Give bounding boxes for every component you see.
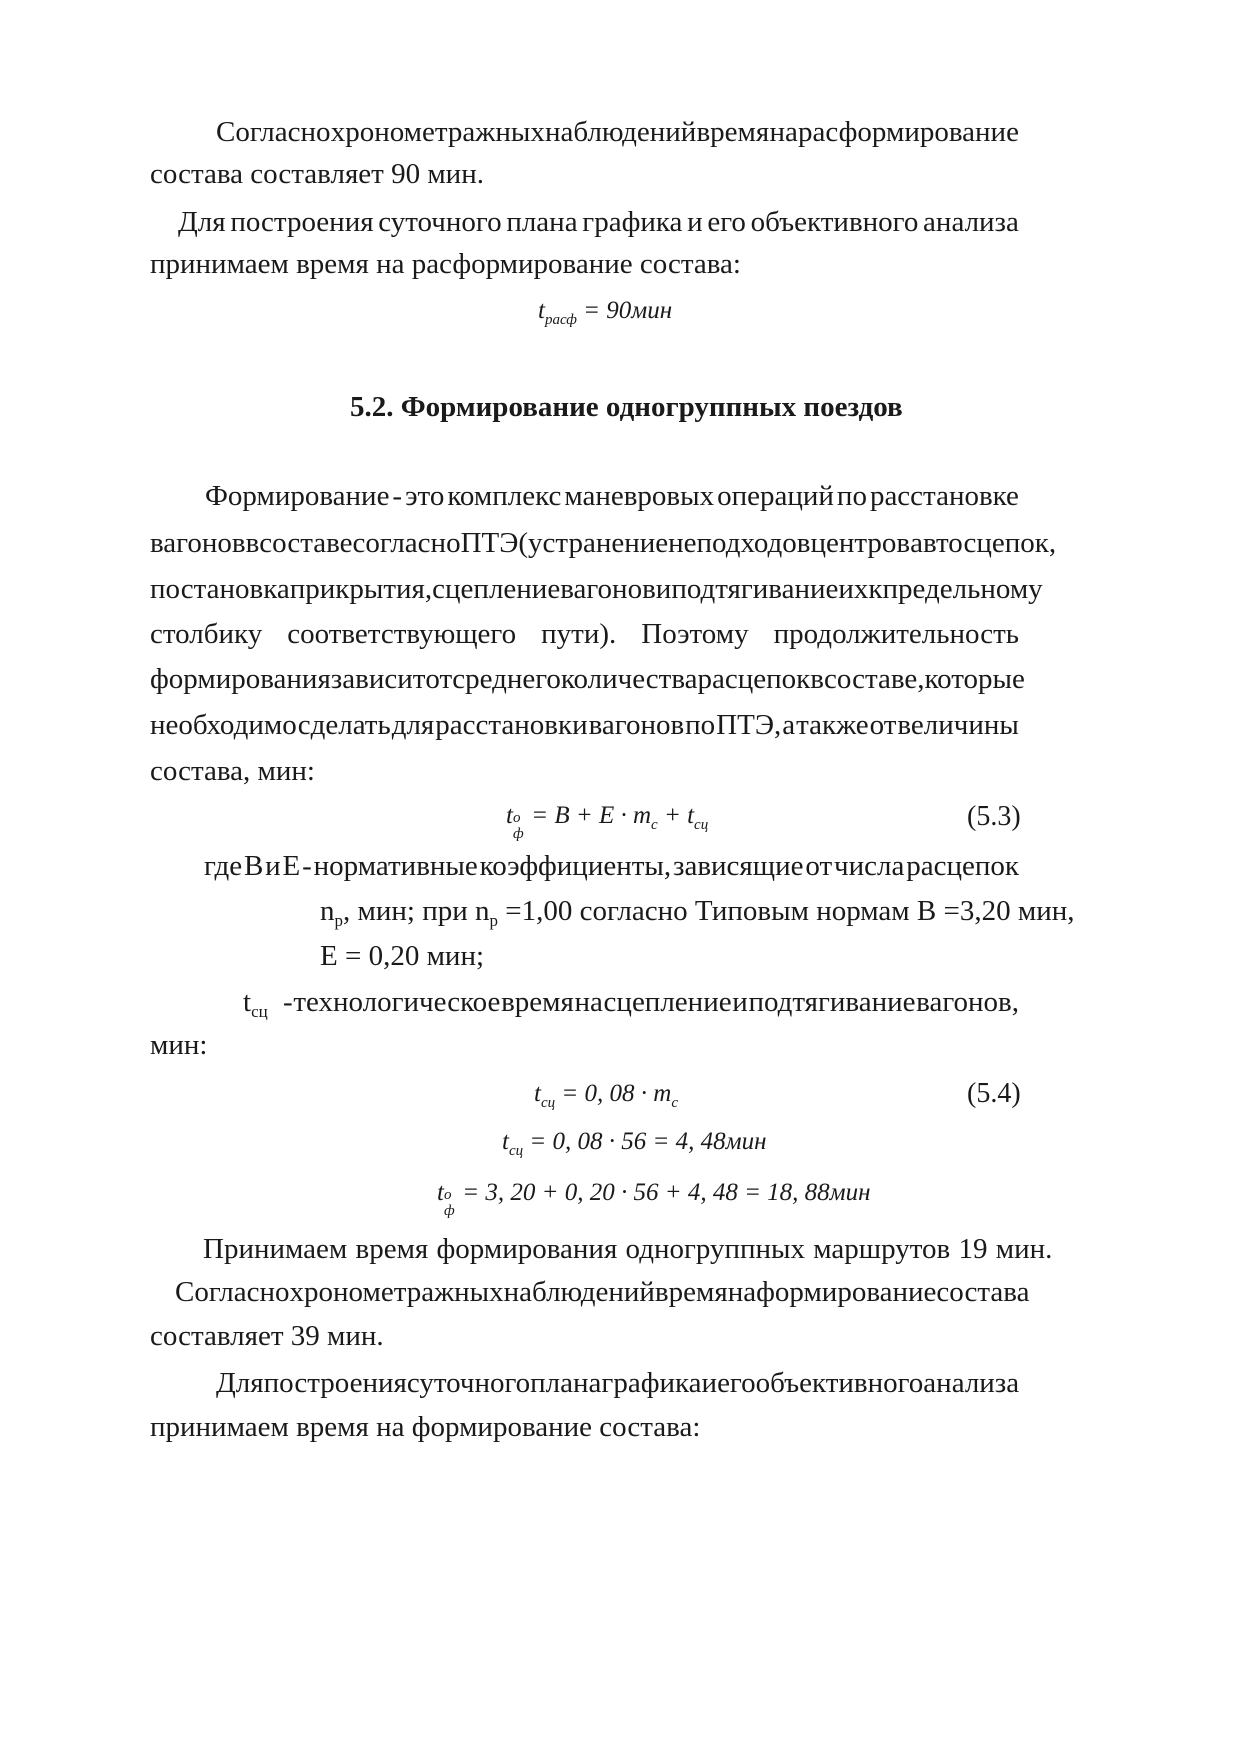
formula1-sub: расф xyxy=(544,312,577,328)
word: расцепок xyxy=(906,850,1019,882)
word: вагонов xyxy=(588,709,685,741)
word: и xyxy=(687,206,703,238)
formula1-lhs: t xyxy=(538,297,545,324)
p1-line1 xyxy=(216,118,1019,147)
word: расстановки xyxy=(435,709,588,741)
word: формирования xyxy=(150,663,331,695)
word: столбику xyxy=(150,618,263,650)
word: прикрытия, xyxy=(289,573,433,605)
word: графика xyxy=(601,1367,702,1399)
word: объективного xyxy=(755,1367,924,1399)
p3-line7: состава, мин: xyxy=(150,755,315,787)
formula-tsc-calc: $t_{сц} = 0$, 08 · 56 = 4, 48мин xyxy=(502,1128,767,1159)
word: нормативные xyxy=(313,850,478,882)
word: по xyxy=(836,480,867,512)
word: состава xyxy=(936,1276,1030,1308)
word: время xyxy=(501,986,574,1018)
word: операций xyxy=(717,480,834,512)
word: вагонов xyxy=(560,573,656,605)
word: количества xyxy=(560,663,698,695)
word: и xyxy=(701,1367,718,1399)
word: объективного xyxy=(750,206,919,238)
word: зависит xyxy=(330,663,426,695)
word: ПТЭ xyxy=(460,527,519,559)
word: составе xyxy=(259,527,353,559)
word: а xyxy=(782,709,796,741)
p3-line6 xyxy=(150,711,1019,740)
word: числа xyxy=(834,850,905,882)
formula2-rhs-sub2: сц xyxy=(694,817,709,833)
where-line2: $n_р$, мин; при $n_р =1,00$ согласно Типовым нормам В =3,20 мин, xyxy=(320,895,1075,930)
p3-line4 xyxy=(150,620,1019,649)
where-line3: Е = 0,20 мин; xyxy=(320,940,485,972)
word: - xyxy=(392,480,403,512)
p3-line1 xyxy=(205,482,1019,511)
word: среднего xyxy=(452,663,561,695)
word: по xyxy=(685,709,716,741)
word: время xyxy=(654,1276,728,1308)
formula2-t: t xyxy=(506,802,513,829)
word: на xyxy=(769,116,798,148)
word: Е xyxy=(282,850,301,882)
word: - xyxy=(283,986,293,1018)
formula2-rhs-a: = B + E · m xyxy=(531,802,652,829)
word: вагонов, xyxy=(916,986,1019,1018)
word: величины xyxy=(897,709,1019,741)
word: пути). xyxy=(541,618,617,650)
word: (устранение xyxy=(518,527,669,559)
word: его xyxy=(707,206,746,238)
word: хронометражных xyxy=(330,116,545,148)
formula-5-3 xyxy=(506,802,709,842)
word: анализа xyxy=(923,1367,1020,1399)
word: технологическое xyxy=(293,986,501,1018)
word: подтягивание xyxy=(748,986,916,1018)
word: расформирование xyxy=(798,116,1019,148)
word: Поэтому xyxy=(641,618,749,650)
word: формирование xyxy=(756,1276,937,1308)
word: наблюдений xyxy=(545,116,697,148)
word: ПТЭ, xyxy=(716,709,782,741)
word: на xyxy=(574,986,603,1018)
formula-tf-calc: t o ф = 3, 20 + 0, 20 · 56 + 4, 48 = 18, 88мин xyxy=(437,1179,871,1219)
word: и xyxy=(732,986,748,1018)
word: сделать xyxy=(297,709,391,741)
word: предельному xyxy=(882,573,1043,605)
word: сцепление xyxy=(603,986,732,1018)
word: Согласно xyxy=(175,1276,290,1308)
equation-number-5-3: (5.3) xyxy=(967,801,1021,832)
word: соответствующего xyxy=(287,618,517,650)
word: центров xyxy=(810,527,911,559)
word: построения xyxy=(230,206,374,238)
where-line4: $t_{сц}$ - технологическое время на сцепление и подтягивание вагонов, xyxy=(243,986,1019,1021)
p3-line3 xyxy=(150,573,1043,605)
word: плана xyxy=(506,206,578,238)
p3-line5 xyxy=(150,663,1025,695)
formula2-rhs-b: + t xyxy=(657,802,695,829)
word: продолжительность xyxy=(773,618,1019,650)
word: автосцепок, xyxy=(910,527,1057,559)
word: В xyxy=(243,850,264,882)
word: Для xyxy=(216,1367,264,1399)
word: коэффициенты, xyxy=(479,850,672,882)
word: к xyxy=(868,573,883,605)
word: комплекс xyxy=(447,480,562,512)
word: необходимо xyxy=(150,709,297,741)
word: суточного xyxy=(406,1367,531,1399)
where-line5: мин: xyxy=(150,1029,208,1061)
word: хронометражных xyxy=(289,1276,504,1308)
formula1-rhs: = 90мин xyxy=(583,297,673,324)
p5-line1 xyxy=(175,1276,1030,1308)
word: где xyxy=(204,850,243,882)
word: - xyxy=(302,850,312,882)
formula2-sub: ф xyxy=(512,826,524,842)
p3-line2 xyxy=(150,527,1057,559)
word: на xyxy=(727,1276,757,1308)
word: расцепок xyxy=(697,663,811,695)
word: также xyxy=(796,709,869,741)
p4-line: Принимаем время формирования одногруппных маршрутов 19 мин. xyxy=(203,1233,1053,1265)
word: подтягивание xyxy=(671,573,839,605)
formula-5-4: $t_{сц} = 0$, $08 \cdot m_c$ xyxy=(534,1080,678,1111)
formula2-rhs-sub: c xyxy=(651,817,658,833)
word: Согласно xyxy=(216,116,331,148)
section-heading: 5.2. Формирование одногруппных поездов xyxy=(350,391,903,423)
p6-line1 xyxy=(216,1369,1019,1398)
formula2-sup: o xyxy=(512,810,521,826)
word: Формирование xyxy=(205,480,390,512)
word: маневровых xyxy=(564,480,715,512)
word: зависящие xyxy=(673,850,804,882)
word: которые xyxy=(924,663,1025,695)
word: и xyxy=(655,573,672,605)
word: постановка xyxy=(150,573,290,605)
formula-t-rasf xyxy=(538,297,673,328)
word: графика xyxy=(582,206,683,238)
word: согласно xyxy=(352,527,461,559)
word: их xyxy=(838,573,869,605)
word: от xyxy=(425,663,453,695)
word: наблюдений xyxy=(503,1276,655,1308)
word: время xyxy=(696,116,770,148)
word: плана xyxy=(530,1367,602,1399)
p5-line2: составляет 39 мин. xyxy=(150,1320,384,1352)
word: сцепление xyxy=(432,573,561,605)
word: неподходов xyxy=(668,527,811,559)
word: построения xyxy=(263,1367,407,1399)
p2-line2: принимаем время на расформирование состава: xyxy=(150,248,741,280)
word: это xyxy=(405,480,445,512)
p1-line2: состава составляет 90 мин. xyxy=(150,158,484,190)
word: от xyxy=(869,709,897,741)
where-line1 xyxy=(204,852,1019,881)
word: в xyxy=(245,527,260,559)
word: и xyxy=(265,850,281,882)
word: расстановке xyxy=(869,480,1019,512)
word: в xyxy=(810,663,824,695)
p2-line1 xyxy=(178,208,1019,237)
p6-line2: принимаем время на формирование состава: xyxy=(150,1411,701,1443)
word: составе, xyxy=(823,663,925,695)
word: суточного xyxy=(378,206,502,238)
word: от xyxy=(805,850,833,882)
word: вагонов xyxy=(150,527,246,559)
word: Для xyxy=(178,206,226,238)
word: анализа xyxy=(923,206,1019,238)
word: его xyxy=(717,1367,756,1399)
equation-number-5-4: (5.4) xyxy=(967,1078,1021,1109)
word: для xyxy=(391,709,435,741)
